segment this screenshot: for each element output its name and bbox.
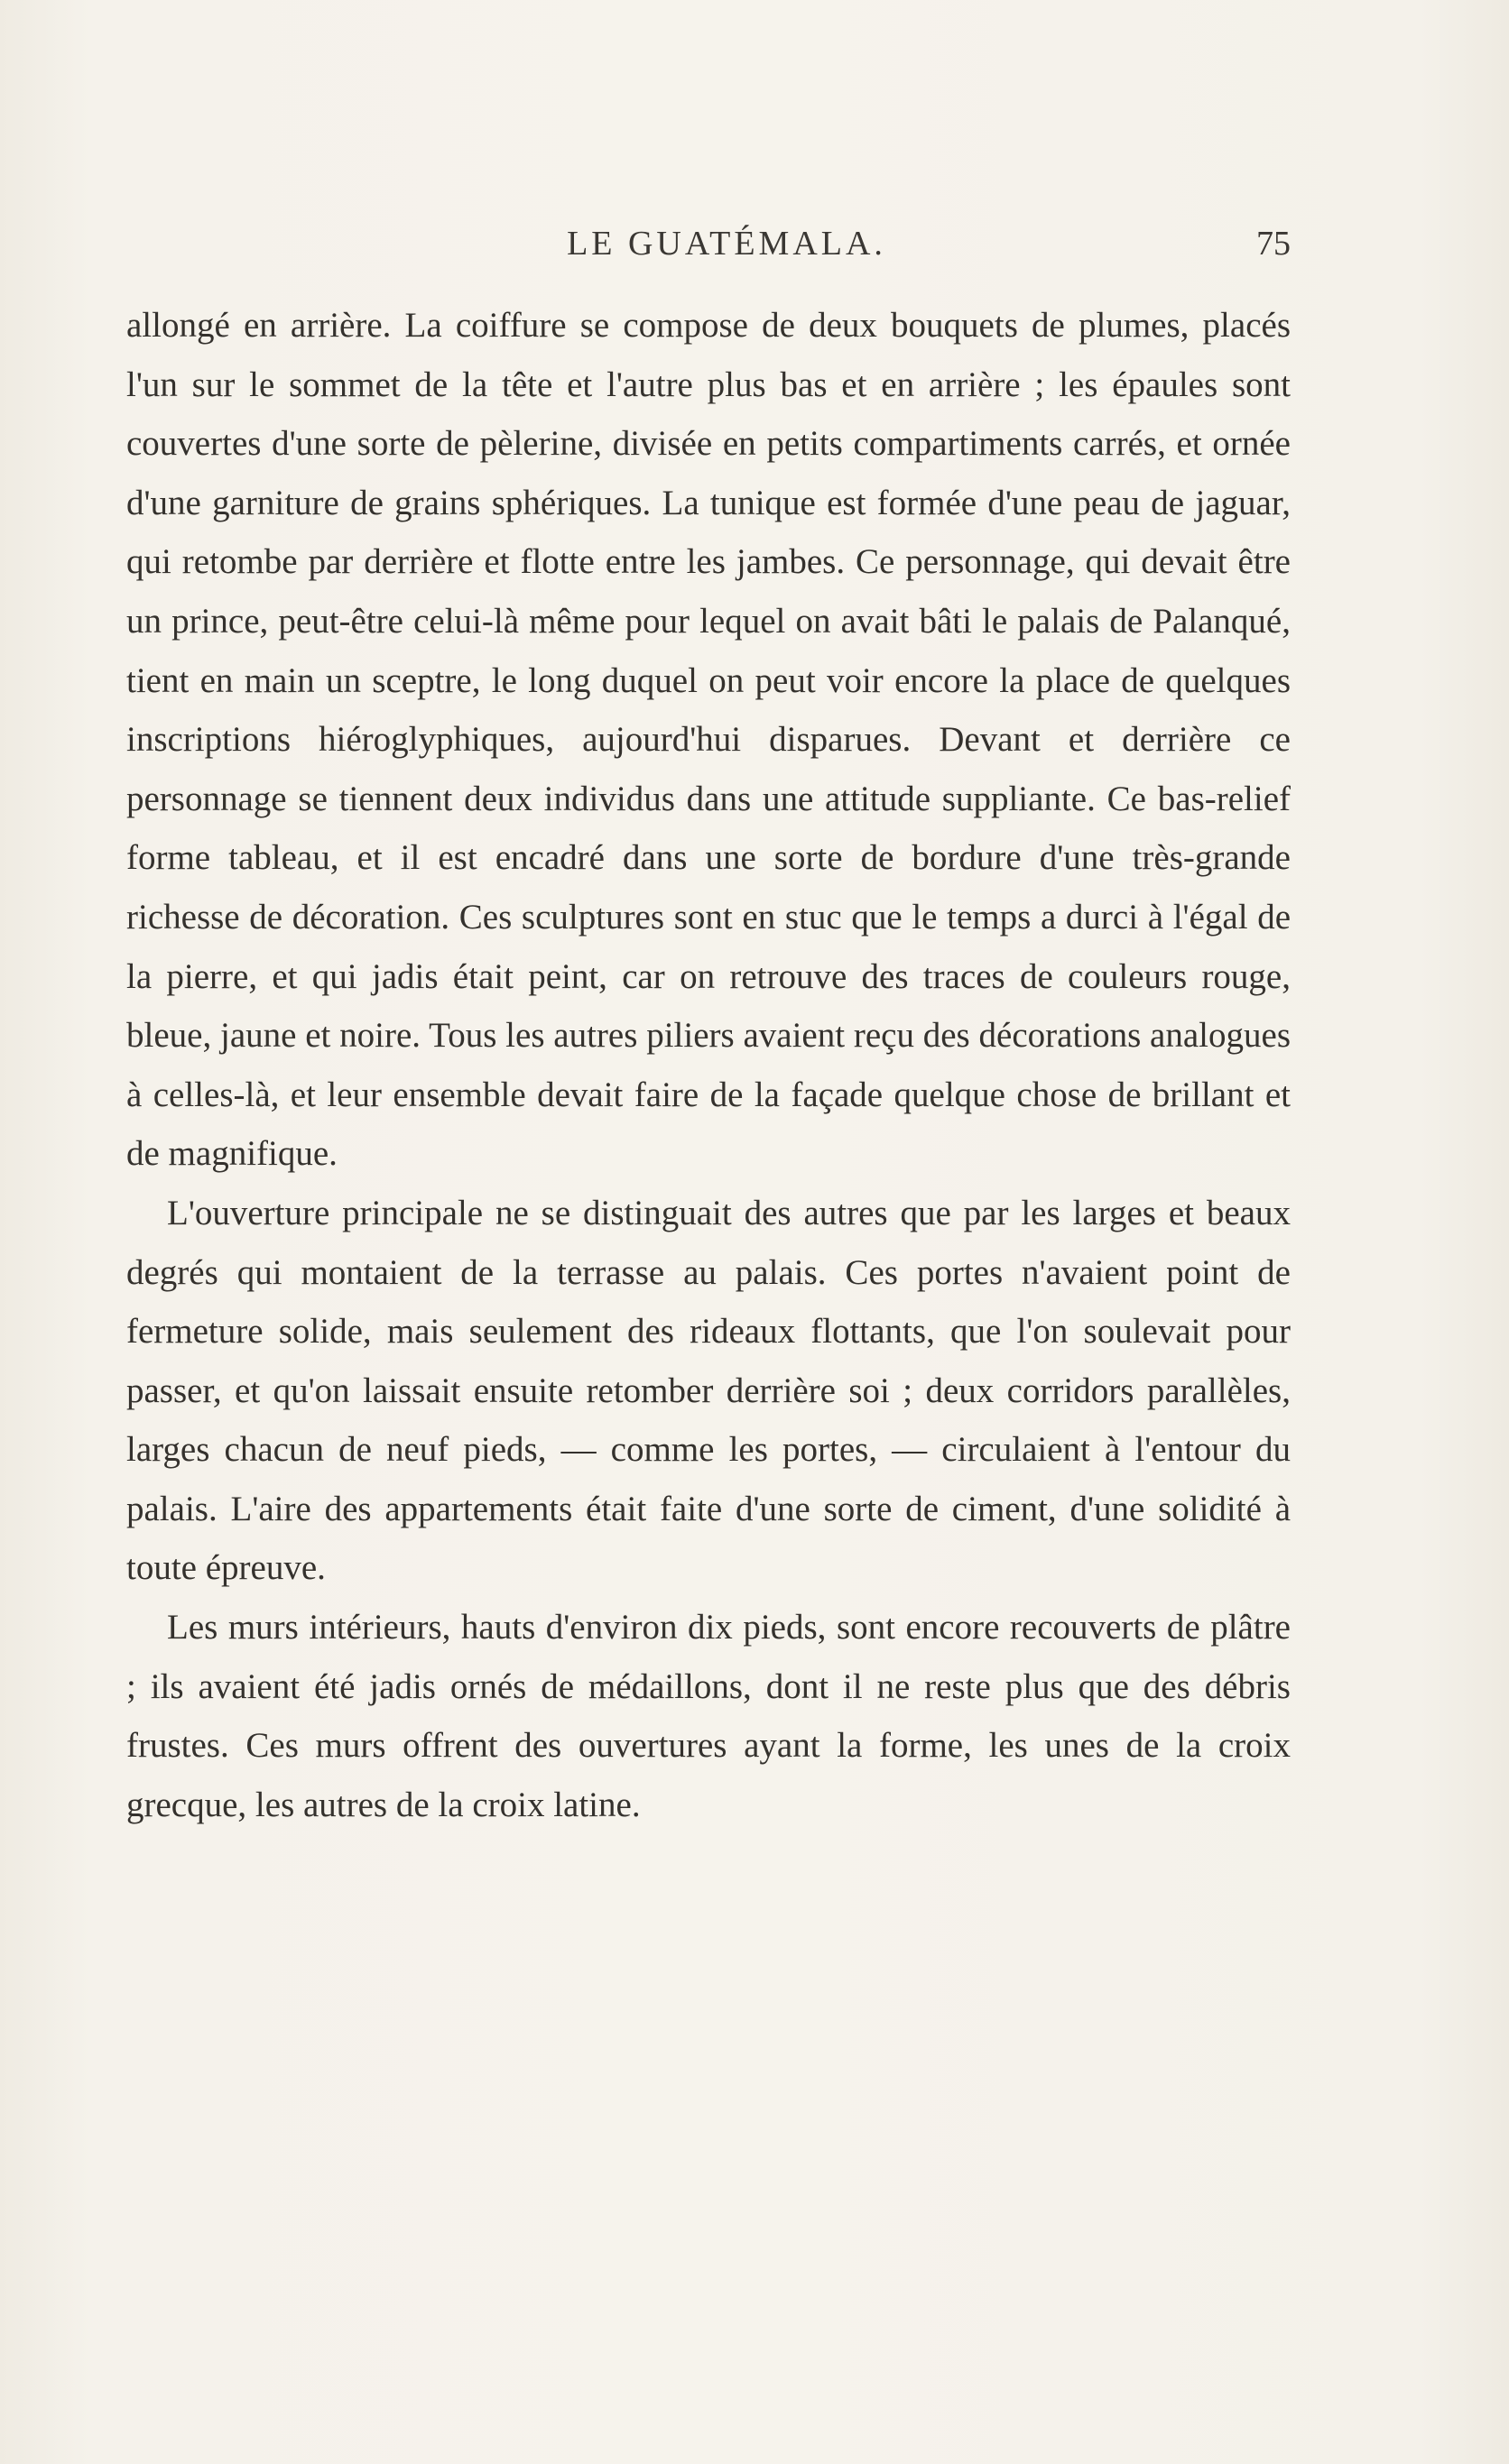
paragraph-continuation: allongé en arrière. La coiffure se compose de deux bouquets de plumes, placés l'un sur le sommet de la tête et l'autre plus bas et en arrière ; les épaules sont couvertes d'une sorte de pèlerine, divisée en petits compartiments carrés, et ornée d'une garniture de grains sphériques. La tunique est formée d'une peau de jaguar, qui retombe par derrière et flotte entre les jambes. Ce personnage, qui devait être un prince, peut-être celui-là même pour lequel on avait bâti le palais de Palanqué, tient en main un sceptre, le long duquel on peut voir encore la place de quelques inscriptions hiéroglyphiques, aujourd'hui disparues. Devant et derrière ce personnage se tiennent deux individus dans une attitude suppliante. Ce bas-relief forme tableau, et il est encadré dans une sorte de bordure d'une très-grande richesse de décoration. Ces sculptures sont en stuc que le temps a durci à l'égal de la pierre, et qui jadis était peint, car on retrouve des traces de couleurs rouge, bleue, jaune et noire. Tous les autres piliers avaient reçu des décorations analogues à celles-là, et leur ensemble devait faire de la façade quelque chose de brillant et de magnifique.: [126, 306, 1291, 1174]
running-title: LE GUATÉMALA.: [567, 225, 886, 263]
page-number: 75: [1256, 225, 1291, 263]
paragraph-main-opening: L'ouverture principale ne se distinguait des autres que par les larges et beaux degrés qui montaient de la terrasse au palais. Ces portes n'avaient point de fermeture solide, mais seulement des rideaux flottants, que l'on soulevait pour passer, et qu'on laissait ensuite retomber derrière soi ; deux corridors parallèles, larges chacun de neuf pieds, — comme les portes, — circulaient à l'entour du palais. L'aire des appartements était faite d'une sorte de ciment, d'une solidité à toute épreuve.: [126, 1193, 1291, 1588]
paragraph-interior-walls: Les murs intérieurs, hauts d'environ dix pieds, sont encore recouverts de plâtre ; ils avaient été jadis ornés de médaillons, dont il ne reste plus que des débris frustes. Ces murs offrent des ouvertures ayant la forme, les unes de la croix grecque, les autres de la croix latine.: [126, 1608, 1291, 1824]
running-head: [126, 224, 1291, 269]
body-text: [126, 296, 1291, 1834]
